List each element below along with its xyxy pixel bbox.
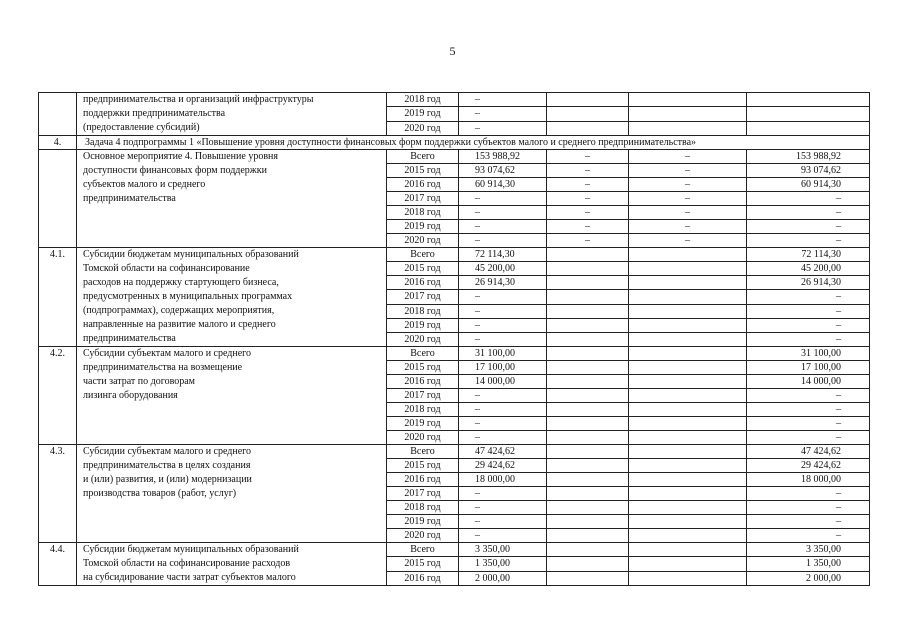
federal-budget-cell: – — [547, 164, 629, 178]
year-cell: 2017 год — [387, 487, 459, 501]
empty-cell — [629, 262, 747, 276]
table-row — [39, 150, 870, 164]
year-cell: 2015 год — [387, 459, 459, 473]
empty-cell — [629, 557, 747, 571]
year-cell: 2015 год — [387, 557, 459, 571]
federal-budget-cell: – — [547, 192, 629, 206]
empty-cell — [547, 93, 629, 107]
local-budget-cell: – — [747, 192, 870, 206]
item-number-cell: 4.4. — [39, 543, 77, 586]
description-line: (подпрограммах), содержащих мероприятия, — [83, 305, 275, 316]
empty-cell — [547, 543, 629, 557]
local-budget-cell: 17 100,00 — [747, 361, 870, 375]
empty-cell — [547, 487, 629, 501]
regional-budget-cell: – — [629, 234, 747, 248]
regional-budget-cell: – — [629, 150, 747, 164]
year-cell: 2018 год — [387, 206, 459, 220]
total-cell: – — [459, 487, 547, 501]
item-description-cell — [77, 248, 387, 347]
local-budget-cell: – — [747, 332, 870, 346]
total-cell: 47 424,62 — [459, 445, 547, 459]
regional-budget-cell: – — [629, 178, 747, 192]
item-description-cell — [77, 543, 387, 586]
local-budget-cell: 93 074,62 — [747, 164, 870, 178]
empty-cell — [547, 276, 629, 290]
local-budget-cell: – — [747, 220, 870, 234]
empty-cell — [629, 361, 747, 375]
local-budget-cell: – — [747, 234, 870, 248]
empty-cell — [629, 571, 747, 585]
description-line: предпринимательства — [83, 333, 176, 344]
local-budget-cell: 47 424,62 — [747, 445, 870, 459]
year-cell: 2019 год — [387, 220, 459, 234]
empty-cell — [547, 473, 629, 487]
year-cell: 2016 год — [387, 276, 459, 290]
total-cell: 2 000,00 — [459, 571, 547, 585]
empty-cell — [629, 93, 747, 107]
empty-cell — [547, 557, 629, 571]
total-cell: – — [459, 107, 547, 121]
item-description-cell — [77, 445, 387, 543]
description-line: субъектов малого и среднего — [83, 179, 206, 190]
local-budget-cell: – — [747, 487, 870, 501]
empty-cell — [547, 403, 629, 417]
empty-cell — [629, 375, 747, 389]
empty-cell — [547, 290, 629, 304]
description-line: поддержки предпринимательства — [83, 108, 226, 119]
empty-cell — [547, 318, 629, 332]
local-budget-cell: – — [747, 417, 870, 431]
local-budget-cell: 29 424,62 — [747, 459, 870, 473]
empty-cell — [547, 121, 629, 135]
empty-cell — [547, 515, 629, 529]
task-number-cell: 4. — [39, 136, 77, 150]
regional-budget-cell: – — [629, 164, 747, 178]
local-budget-cell: 3 350,00 — [747, 543, 870, 557]
year-cell: 2020 год — [387, 529, 459, 543]
empty-cell — [629, 403, 747, 417]
empty-cell — [629, 417, 747, 431]
year-cell: 2019 год — [387, 417, 459, 431]
description-line: предпринимательства в целях создания — [83, 460, 251, 471]
year-cell: 2016 год — [387, 178, 459, 192]
description-line: направленные на развитие малого и среднего — [83, 319, 276, 330]
federal-budget-cell: – — [547, 220, 629, 234]
description-line: на субсидирование части затрат субъектов малого — [83, 572, 296, 583]
year-cell: 2017 год — [387, 192, 459, 206]
empty-cell — [547, 332, 629, 346]
empty-cell — [629, 529, 747, 543]
year-cell: 2018 год — [387, 501, 459, 515]
task-title-cell: Задача 4 подпрограммы 1 «Повышение уровня доступности финансовых форм поддержки субъектов малого и среднего предпринимательства» — [77, 136, 870, 150]
total-cell: – — [459, 417, 547, 431]
empty-cell — [547, 304, 629, 318]
local-budget-cell: 18 000,00 — [747, 473, 870, 487]
description-line: расходов на поддержку стартующего бизнеса, — [83, 277, 279, 288]
total-cell: – — [459, 220, 547, 234]
total-cell: 1 350,00 — [459, 557, 547, 571]
description-line: предпринимательства — [83, 193, 176, 204]
description-line: предусмотренных в муниципальных программах — [83, 291, 293, 302]
total-cell: – — [459, 234, 547, 248]
empty-cell — [629, 107, 747, 121]
total-cell: 45 200,00 — [459, 262, 547, 276]
total-cell: 14 000,00 — [459, 375, 547, 389]
empty-cell — [629, 487, 747, 501]
regional-budget-cell: – — [629, 206, 747, 220]
local-budget-cell: 1 350,00 — [747, 557, 870, 571]
total-cell: 18 000,00 — [459, 473, 547, 487]
year-cell: 2015 год — [387, 262, 459, 276]
empty-cell — [629, 304, 747, 318]
total-cell: – — [459, 304, 547, 318]
empty-cell — [629, 459, 747, 473]
item-description-cell — [77, 150, 387, 248]
total-cell: – — [459, 332, 547, 346]
table-row — [39, 445, 870, 459]
empty-cell — [547, 417, 629, 431]
empty-cell — [629, 347, 747, 361]
description-line: предпринимательства на возмещение — [83, 362, 243, 373]
local-budget-cell: 72 114,30 — [747, 248, 870, 262]
local-budget-cell: – — [747, 206, 870, 220]
year-cell: Всего — [387, 347, 459, 361]
item-number-cell — [39, 150, 77, 248]
empty-cell — [747, 107, 870, 121]
empty-cell — [547, 389, 629, 403]
total-cell: – — [459, 431, 547, 445]
empty-cell — [547, 431, 629, 445]
empty-cell — [629, 276, 747, 290]
total-cell: – — [459, 93, 547, 107]
empty-cell — [629, 389, 747, 403]
empty-cell — [747, 121, 870, 135]
local-budget-cell: – — [747, 529, 870, 543]
year-cell: 2018 год — [387, 304, 459, 318]
empty-cell — [547, 248, 629, 262]
description-line: Субсидии субъектам малого и среднего — [83, 446, 252, 457]
empty-cell — [629, 473, 747, 487]
local-budget-cell: 45 200,00 — [747, 262, 870, 276]
description-line: производства товаров (работ, услуг) — [83, 488, 237, 499]
total-cell: – — [459, 290, 547, 304]
description-line: (предоставление субсидий) — [83, 122, 200, 133]
total-cell: 26 914,30 — [459, 276, 547, 290]
year-cell: 2019 год — [387, 515, 459, 529]
empty-cell — [547, 529, 629, 543]
total-cell: – — [459, 121, 547, 135]
local-budget-cell: 153 988,92 — [747, 150, 870, 164]
total-cell: 31 100,00 — [459, 347, 547, 361]
year-cell: 2019 год — [387, 107, 459, 121]
empty-cell — [547, 347, 629, 361]
year-cell: Всего — [387, 248, 459, 262]
local-budget-cell: 31 100,00 — [747, 347, 870, 361]
total-cell: – — [459, 515, 547, 529]
empty-cell — [629, 318, 747, 332]
item-description-cell — [77, 347, 387, 445]
total-cell: – — [459, 529, 547, 543]
description-line: Томской области на софинансирование — [83, 263, 250, 274]
empty-cell — [547, 361, 629, 375]
empty-cell — [629, 445, 747, 459]
local-budget-cell: – — [747, 501, 870, 515]
item-number-cell — [39, 93, 77, 136]
item-number-cell: 4.1. — [39, 248, 77, 347]
description-line: Субсидии бюджетам муниципальных образований — [83, 544, 299, 555]
year-cell: 2018 год — [387, 403, 459, 417]
task-row — [39, 136, 870, 150]
year-cell: 2020 год — [387, 332, 459, 346]
empty-cell — [547, 459, 629, 473]
description-line: предпринимательства и организаций инфраструктуры — [83, 94, 314, 105]
empty-cell — [629, 290, 747, 304]
table-row — [39, 248, 870, 262]
budget-table — [38, 92, 870, 586]
total-cell: – — [459, 501, 547, 515]
page-number: 5 — [449, 44, 456, 58]
item-description-cell — [77, 93, 387, 136]
local-budget-cell: – — [747, 431, 870, 445]
item-number-cell: 4.3. — [39, 445, 77, 543]
total-cell: 153 988,92 — [459, 150, 547, 164]
year-cell: 2015 год — [387, 164, 459, 178]
total-cell: 60 914,30 — [459, 178, 547, 192]
year-cell: 2019 год — [387, 318, 459, 332]
federal-budget-cell: – — [547, 150, 629, 164]
empty-cell — [547, 262, 629, 276]
total-cell: 29 424,62 — [459, 459, 547, 473]
description-line: Томской области на софинансирование расходов — [83, 558, 291, 569]
description-line: Субсидии субъектам малого и среднего — [83, 348, 252, 359]
year-cell: 2015 год — [387, 361, 459, 375]
local-budget-cell: 2 000,00 — [747, 571, 870, 585]
federal-budget-cell: – — [547, 206, 629, 220]
year-cell: 2016 год — [387, 473, 459, 487]
empty-cell — [629, 248, 747, 262]
empty-cell — [547, 571, 629, 585]
table-row — [39, 347, 870, 361]
local-budget-cell: 60 914,30 — [747, 178, 870, 192]
description-line: и (или) развития, и (или) модернизации — [83, 474, 252, 485]
year-cell: 2020 год — [387, 234, 459, 248]
table-row — [39, 543, 870, 557]
local-budget-cell: 26 914,30 — [747, 276, 870, 290]
local-budget-cell: – — [747, 515, 870, 529]
year-cell: Всего — [387, 150, 459, 164]
empty-cell — [547, 445, 629, 459]
description-line: Основное мероприятие 4. Повышение уровня — [83, 151, 278, 162]
year-cell: 2018 год — [387, 93, 459, 107]
description-line: лизинга оборудования — [83, 390, 178, 401]
year-cell: 2020 год — [387, 431, 459, 445]
description-line: Субсидии бюджетам муниципальных образований — [83, 249, 299, 260]
year-cell: 2020 год — [387, 121, 459, 135]
total-cell: – — [459, 206, 547, 220]
empty-cell — [629, 515, 747, 529]
year-cell: 2016 год — [387, 375, 459, 389]
year-cell: 2016 год — [387, 571, 459, 585]
total-cell: – — [459, 192, 547, 206]
total-cell: 72 114,30 — [459, 248, 547, 262]
empty-cell — [547, 501, 629, 515]
total-cell: – — [459, 403, 547, 417]
year-cell: Всего — [387, 445, 459, 459]
federal-budget-cell: – — [547, 178, 629, 192]
table-row — [39, 93, 870, 107]
empty-cell — [629, 501, 747, 515]
local-budget-cell: – — [747, 389, 870, 403]
local-budget-cell: – — [747, 290, 870, 304]
empty-cell — [747, 93, 870, 107]
year-cell: Всего — [387, 543, 459, 557]
local-budget-cell: – — [747, 403, 870, 417]
empty-cell — [629, 431, 747, 445]
federal-budget-cell: – — [547, 234, 629, 248]
empty-cell — [629, 543, 747, 557]
local-budget-cell: – — [747, 304, 870, 318]
total-cell: 93 074,62 — [459, 164, 547, 178]
description-line: части затрат по договорам — [83, 376, 196, 387]
total-cell: 3 350,00 — [459, 543, 547, 557]
regional-budget-cell: – — [629, 220, 747, 234]
description-line: доступности финансовых форм поддержки — [83, 165, 267, 176]
local-budget-cell: 14 000,00 — [747, 375, 870, 389]
total-cell: – — [459, 389, 547, 403]
item-number-cell: 4.2. — [39, 347, 77, 445]
regional-budget-cell: – — [629, 192, 747, 206]
total-cell: 17 100,00 — [459, 361, 547, 375]
year-cell: 2017 год — [387, 290, 459, 304]
empty-cell — [547, 375, 629, 389]
total-cell: – — [459, 318, 547, 332]
local-budget-cell: – — [747, 318, 870, 332]
year-cell: 2017 год — [387, 389, 459, 403]
empty-cell — [547, 107, 629, 121]
empty-cell — [629, 121, 747, 135]
empty-cell — [629, 332, 747, 346]
